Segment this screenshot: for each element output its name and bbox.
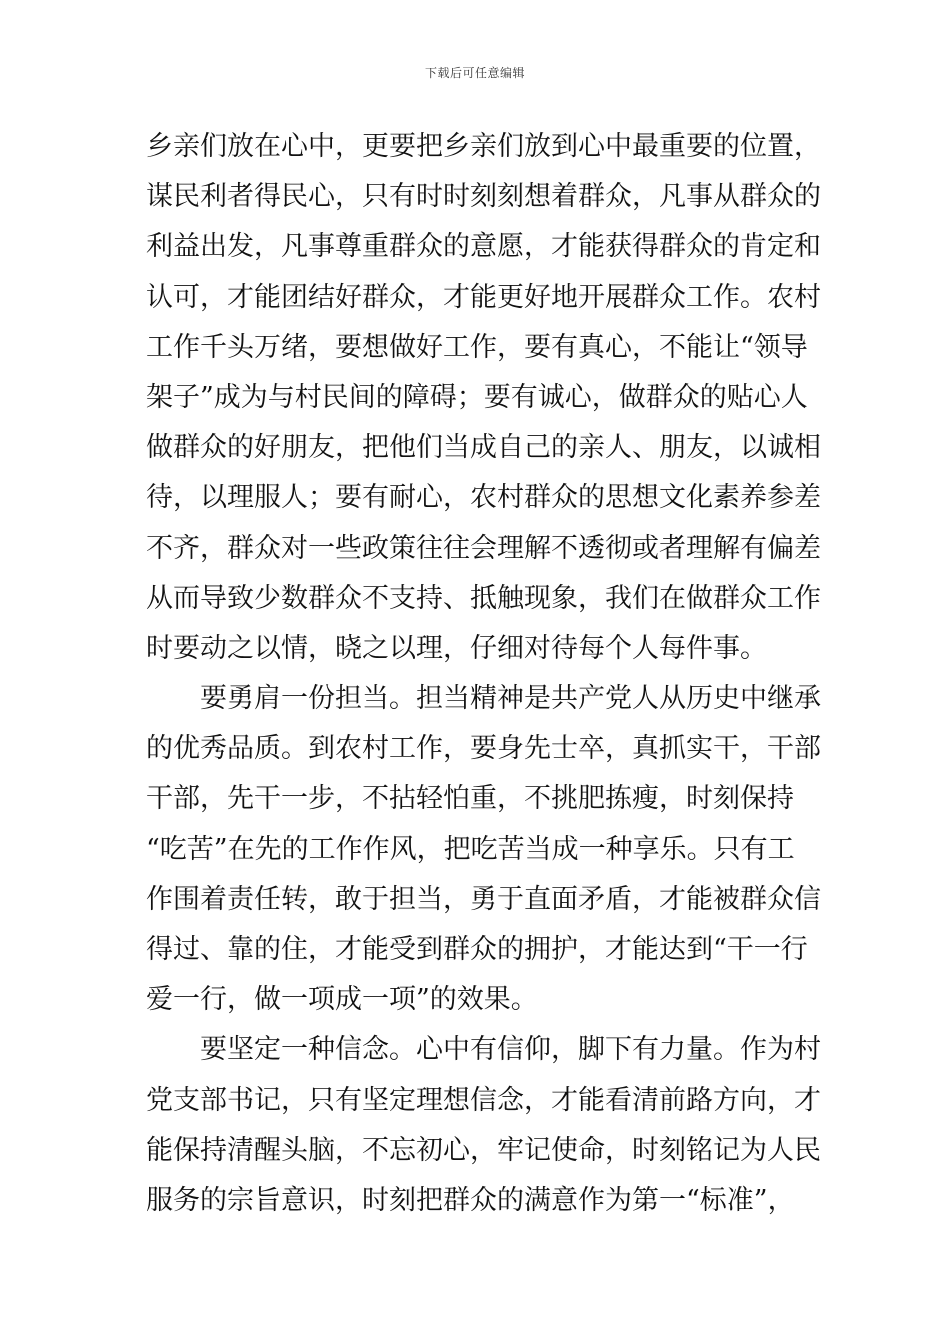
text-line: “吃苦”在先的工作作风，把吃苦当成一种享乐。只有工 bbox=[146, 833, 795, 865]
text-line: 架子”成为与村民间的障碍；要有诚心，做群众的贴心人 bbox=[146, 381, 808, 413]
text-line: 做群众的好朋友，把他们当成自己的亲人、朋友，以诚相 bbox=[146, 432, 821, 464]
text-line: 得过、靠的住，才能受到群众的拥护，才能达到“干一行 bbox=[146, 934, 808, 965]
text-line: 作围着责任转，敢于担当，勇于直面矛盾，才能被群众信 bbox=[146, 883, 821, 915]
page-header: 下载后可任意编辑 bbox=[424, 66, 525, 80]
text-line: 认可，才能团结好群众，才能更好地开展群众工作。农村 bbox=[146, 281, 821, 313]
text-line: 不齐，群众对一些政策往往会理解不透彻或者理解有偏差 bbox=[146, 532, 821, 564]
text-line: 能保持清醒头脑，不忘初心，牢记使命，时刻铭记为人民 bbox=[146, 1134, 821, 1166]
body-text bbox=[146, 122, 821, 1226]
paragraph-first-line: 要坚定一种信念。心中有信仰，脚下有力量。作为村 bbox=[200, 1034, 821, 1066]
text-line: 爱一行，做一项成一项”的效果。 bbox=[146, 984, 538, 1016]
text-line: 乡亲们放在心中，更要把乡亲们放到心中最重要的位置， bbox=[146, 131, 821, 162]
paragraph-first-line: 要勇肩一份担当。担当精神是共产党人从历史中继承 bbox=[200, 683, 821, 715]
text-line: 时要动之以情，晓之以理，仔细对待每个人每件事。 bbox=[146, 632, 767, 664]
text-line: 利益出发，凡事尊重群众的意愿，才能获得群众的肯定和 bbox=[146, 231, 821, 263]
text-line: 待，以理服人；要有耐心，农村群众的思想文化素养参差 bbox=[146, 482, 821, 514]
text-line: 工作千头万绪，要想做好工作，要有真心，不能让“领导 bbox=[146, 331, 808, 363]
text-line: 从而导致少数群众不支持、抵触现象，我们在做群众工作 bbox=[146, 582, 821, 614]
text-line: 的优秀品质。到农村工作，要身先士卒，真抓实干，干部 bbox=[146, 733, 821, 765]
text-line: 服务的宗旨意识，时刻把群众的满意作为第一“标准”， bbox=[146, 1184, 795, 1216]
text-line: 党支部书记，只有坚定理想信念，才能看清前路方向，才 bbox=[146, 1084, 821, 1116]
text-line: 干部，先干一步，不拈轻怕重，不挑肥拣瘦，时刻保持 bbox=[146, 783, 794, 815]
text-line: 谋民利者得民心，只有时时刻刻想着群众，凡事从群众的 bbox=[146, 181, 821, 213]
